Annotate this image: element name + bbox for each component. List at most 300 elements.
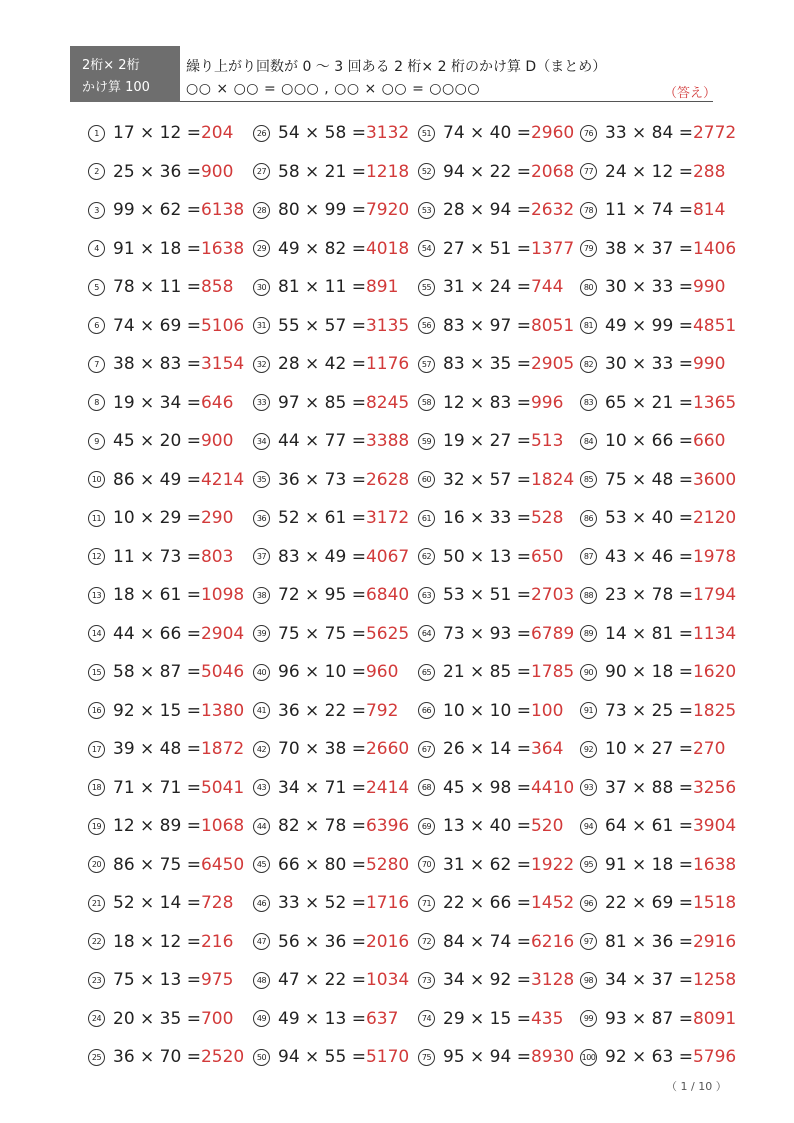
- problem-answer: 270: [692, 739, 726, 759]
- problem-expression: 37 × 88 =: [605, 777, 693, 798]
- problem-number: 71: [418, 895, 435, 912]
- problem-number: 99: [580, 1010, 597, 1027]
- problem-item: [580, 274, 725, 300]
- problem-expression: 73 × 25 =: [605, 700, 693, 721]
- problem-number: 92: [580, 741, 597, 758]
- problem-expression: 28 × 42 =: [278, 354, 366, 374]
- problem-expression: 38 × 37 =: [605, 238, 693, 259]
- problem-number: 5: [88, 279, 105, 296]
- problem-answer: 1176: [365, 354, 410, 374]
- problem-answer: 1638: [200, 238, 245, 259]
- problem-item: [580, 813, 736, 839]
- problem-expression: 55 × 57 =: [278, 315, 366, 336]
- problem-answer: 6840: [365, 585, 410, 605]
- problem-number: 94: [580, 818, 597, 835]
- problem-item: [580, 313, 736, 339]
- problem-answer: 4851: [692, 315, 737, 336]
- problem-expression: 39 × 48 =: [113, 739, 201, 759]
- problem-answer: 3256: [692, 777, 737, 798]
- problem-expression: 80 × 99 =: [278, 200, 366, 220]
- problem-item: [418, 852, 574, 878]
- problem-answer: 3154: [200, 354, 245, 374]
- problem-number: 86: [580, 510, 597, 527]
- problem-expression: 75 × 48 =: [605, 469, 693, 490]
- problem-number: 50: [253, 1049, 270, 1066]
- problem-expression: 22 × 66 =: [443, 893, 531, 913]
- problem-expression: 30 × 33 =: [605, 354, 693, 374]
- problem-expression: 12 × 83 =: [443, 392, 531, 413]
- problem-item: [418, 736, 563, 762]
- problem-item: [88, 544, 233, 570]
- problem-expression: 72 × 95 =: [278, 585, 366, 605]
- problem-item: [418, 467, 574, 493]
- problem-item: [88, 390, 233, 416]
- problem-number: 16: [88, 702, 105, 719]
- problem-number: 88: [580, 587, 597, 604]
- problem-number: 93: [580, 779, 597, 796]
- problem-expression: 45 × 20 =: [113, 431, 201, 451]
- problem-expression: 38 × 83 =: [113, 354, 201, 374]
- problem-number: 4: [88, 240, 105, 257]
- problem-answer: 637: [365, 1008, 399, 1029]
- problem-item: [418, 197, 574, 223]
- problem-number: 80: [580, 279, 597, 296]
- problem-answer: 1794: [692, 585, 737, 605]
- problem-answer: 1716: [365, 893, 410, 913]
- problem-answer: 803: [200, 546, 234, 567]
- problem-item: [88, 890, 233, 916]
- problem-number: 89: [580, 625, 597, 642]
- problem-item: [253, 621, 409, 647]
- problem-item: [88, 813, 244, 839]
- problem-number: 90: [580, 664, 597, 681]
- problem-item: [253, 351, 409, 377]
- problem-answer: 858: [200, 277, 234, 297]
- problem-number: 44: [253, 818, 270, 835]
- problem-answer: 2068: [530, 161, 575, 182]
- problem-number: 42: [253, 741, 270, 758]
- problem-item: [580, 929, 736, 955]
- problem-number: 83: [580, 394, 597, 411]
- problem-answer: 4214: [200, 469, 245, 490]
- problem-item: [580, 852, 736, 878]
- problem-expression: 34 × 71 =: [278, 777, 366, 798]
- problem-item: [580, 428, 725, 454]
- problem-expression: 30 × 33 =: [605, 277, 693, 297]
- header-divider: [180, 101, 713, 102]
- problem-number: 57: [418, 356, 435, 373]
- problem-answer: 528: [530, 508, 564, 528]
- problem-number: 47: [253, 933, 270, 950]
- problem-answer: 975: [200, 970, 234, 990]
- problem-number: 100: [580, 1049, 597, 1066]
- problem-item: [418, 544, 563, 570]
- problem-answer: 744: [530, 277, 564, 297]
- problem-expression: 21 × 85 =: [443, 662, 531, 682]
- problem-number: 60: [418, 471, 435, 488]
- problem-number: 17: [88, 741, 105, 758]
- problem-number: 81: [580, 317, 597, 334]
- problem-number: 73: [418, 972, 435, 989]
- problem-expression: 74 × 40 =: [443, 123, 531, 143]
- problem-number: 84: [580, 433, 597, 450]
- problem-expression: 96 × 10 =: [278, 662, 366, 682]
- problem-expression: 53 × 40 =: [605, 508, 693, 528]
- problem-answer: 5625: [365, 623, 410, 644]
- problem-expression: 50 × 13 =: [443, 546, 531, 567]
- problem-number: 15: [88, 664, 105, 681]
- problem-item: [418, 274, 563, 300]
- problem-expression: 44 × 66 =: [113, 623, 201, 644]
- problem-answer: 3135: [365, 315, 410, 336]
- problem-item: [418, 428, 563, 454]
- problem-expression: 22 × 69 =: [605, 893, 693, 913]
- problem-number: 31: [253, 317, 270, 334]
- problem-item: [418, 1006, 563, 1032]
- problem-expression: 18 × 61 =: [113, 585, 201, 605]
- problem-answer: 1518: [692, 893, 737, 913]
- problem-number: 53: [418, 202, 435, 219]
- problem-item: [88, 736, 244, 762]
- problem-item: [88, 274, 233, 300]
- problem-item: [253, 274, 398, 300]
- problem-answer: 1034: [365, 970, 410, 990]
- problem-number: 23: [88, 972, 105, 989]
- problem-answer: 2904: [200, 623, 245, 644]
- problem-answer: 990: [692, 277, 726, 297]
- problem-answer: 3128: [530, 970, 575, 990]
- problem-answer: 900: [200, 161, 234, 182]
- problem-number: 69: [418, 818, 435, 835]
- problem-number: 22: [88, 933, 105, 950]
- problem-item: [253, 698, 398, 724]
- problem-number: 36: [253, 510, 270, 527]
- problem-expression: 94 × 22 =: [443, 161, 531, 182]
- problem-number: 45: [253, 856, 270, 873]
- problem-answer: 2703: [530, 585, 575, 605]
- problem-expression: 81 × 11 =: [278, 277, 366, 297]
- problem-answer: 1825: [692, 700, 737, 721]
- problem-expression: 31 × 62 =: [443, 854, 531, 875]
- problem-answer: 1872: [200, 739, 245, 759]
- problem-item: [253, 967, 409, 993]
- problem-number: 61: [418, 510, 435, 527]
- problem-expression: 17 × 12 =: [113, 123, 201, 143]
- problem-number: 18: [88, 779, 105, 796]
- problem-expression: 11 × 73 =: [113, 546, 201, 567]
- problem-answer: 2960: [530, 123, 575, 143]
- worksheet-title: 繰り上がり回数が 0 ～ 3 回ある 2 桁× 2 桁のかけ算 D（まとめ）: [186, 59, 607, 75]
- problem-number: 34: [253, 433, 270, 450]
- problem-expression: 99 × 62 =: [113, 200, 201, 220]
- problem-item: [88, 467, 244, 493]
- problem-number: 46: [253, 895, 270, 912]
- problem-number: 2: [88, 163, 105, 180]
- problem-item: [253, 775, 409, 801]
- problem-item: [418, 813, 563, 839]
- problem-answer: 660: [692, 431, 726, 451]
- problem-answer: 1258: [692, 970, 737, 990]
- problem-expression: 34 × 37 =: [605, 970, 693, 990]
- problem-expression: 64 × 61 =: [605, 816, 693, 836]
- problem-number: 25: [88, 1049, 105, 1066]
- problem-answer: 1406: [692, 238, 737, 259]
- problem-expression: 20 × 35 =: [113, 1008, 201, 1029]
- problem-item: [580, 582, 736, 608]
- problem-item: [253, 390, 409, 416]
- problem-item: [418, 967, 574, 993]
- problem-number: 56: [418, 317, 435, 334]
- problem-number: 11: [88, 510, 105, 527]
- problem-expression: 74 × 69 =: [113, 315, 201, 336]
- problem-number: 35: [253, 471, 270, 488]
- problem-item: [580, 120, 736, 146]
- problem-answer: 1922: [530, 854, 575, 875]
- problem-answer: 2660: [365, 739, 410, 759]
- problem-item: [88, 659, 244, 685]
- problem-expression: 78 × 11 =: [113, 277, 201, 297]
- problem-item: [88, 351, 244, 377]
- problem-answer: 1620: [692, 662, 737, 682]
- problem-expression: 86 × 49 =: [113, 469, 201, 490]
- problem-item: [580, 890, 736, 916]
- problem-item: [88, 1044, 244, 1070]
- problem-item: [88, 505, 233, 531]
- problem-expression: 19 × 34 =: [113, 392, 201, 413]
- problem-expression: 70 × 38 =: [278, 739, 366, 759]
- problem-expression: 52 × 14 =: [113, 893, 201, 913]
- problem-number: 82: [580, 356, 597, 373]
- problem-number: 54: [418, 240, 435, 257]
- problem-answer: 1098: [200, 585, 245, 605]
- problem-expression: 34 × 92 =: [443, 970, 531, 990]
- problem-item: [418, 351, 574, 377]
- problem-answer: 700: [200, 1008, 234, 1029]
- problem-answer: 5280: [365, 854, 410, 875]
- problem-number: 29: [253, 240, 270, 257]
- problem-item: [253, 428, 409, 454]
- problem-expression: 83 × 35 =: [443, 354, 531, 374]
- problem-answer: 2628: [365, 469, 410, 490]
- problem-number: 38: [253, 587, 270, 604]
- problem-item: [88, 159, 233, 185]
- problem-answer: 1638: [692, 854, 737, 875]
- problem-number: 12: [88, 548, 105, 565]
- problem-expression: 91 × 18 =: [605, 854, 693, 875]
- problem-number: 40: [253, 664, 270, 681]
- problem-answer: 1068: [200, 816, 245, 836]
- problem-number: 8: [88, 394, 105, 411]
- problem-expression: 43 × 46 =: [605, 546, 693, 567]
- problem-number: 65: [418, 664, 435, 681]
- problem-expression: 90 × 18 =: [605, 662, 693, 682]
- problem-item: [88, 1006, 233, 1032]
- problem-answer: 2016: [365, 931, 410, 952]
- problem-number: 7: [88, 356, 105, 373]
- problem-answer: 364: [530, 739, 564, 759]
- problem-expression: 52 × 61 =: [278, 508, 366, 528]
- problem-answer: 8930: [530, 1047, 575, 1067]
- problem-number: 32: [253, 356, 270, 373]
- problem-answer: 6396: [365, 816, 410, 836]
- problem-item: [88, 967, 233, 993]
- problem-answer: 3388: [365, 431, 410, 451]
- problem-item: [253, 505, 409, 531]
- problem-item: [253, 236, 409, 262]
- problem-item: [418, 1044, 574, 1070]
- problem-number: 78: [580, 202, 597, 219]
- problem-answer: 204: [200, 123, 234, 143]
- problem-answer: 891: [365, 277, 399, 297]
- problem-expression: 58 × 21 =: [278, 161, 366, 182]
- problem-expression: 54 × 58 =: [278, 123, 366, 143]
- problem-number: 63: [418, 587, 435, 604]
- problem-number: 21: [88, 895, 105, 912]
- problem-answer: 435: [530, 1008, 564, 1029]
- problem-expression: 36 × 70 =: [113, 1047, 201, 1067]
- problem-expression: 26 × 14 =: [443, 739, 531, 759]
- problem-number: 74: [418, 1010, 435, 1027]
- problem-answer: 900: [200, 431, 234, 451]
- problem-number: 77: [580, 163, 597, 180]
- problem-expression: 53 × 51 =: [443, 585, 531, 605]
- problem-number: 96: [580, 895, 597, 912]
- problem-expression: 75 × 75 =: [278, 623, 366, 644]
- problem-item: [88, 929, 233, 955]
- problem-answer: 646: [200, 392, 234, 413]
- problem-answer: 5046: [200, 662, 245, 682]
- problem-item: [253, 659, 398, 685]
- problem-expression: 66 × 80 =: [278, 854, 366, 875]
- problem-expression: 10 × 10 =: [443, 700, 531, 721]
- problem-number: 55: [418, 279, 435, 296]
- problem-item: [88, 236, 244, 262]
- problem-number: 37: [253, 548, 270, 565]
- problem-answer: 3172: [365, 508, 410, 528]
- problem-item: [580, 351, 725, 377]
- problem-expression: 24 × 12 =: [605, 161, 693, 182]
- problem-answer: 792: [365, 700, 399, 721]
- problem-number: 49: [253, 1010, 270, 1027]
- problem-expression: 49 × 13 =: [278, 1008, 366, 1029]
- problem-answer: 2520: [200, 1047, 245, 1067]
- answer-label: （答え）: [664, 86, 717, 101]
- problem-item: [580, 1006, 736, 1032]
- problem-expression: 25 × 36 =: [113, 161, 201, 182]
- problem-expression: 49 × 99 =: [605, 315, 693, 336]
- problem-number: 10: [88, 471, 105, 488]
- problem-answer: 1365: [692, 392, 737, 413]
- problem-answer: 3132: [365, 123, 410, 143]
- problem-number: 68: [418, 779, 435, 796]
- problem-number: 14: [88, 625, 105, 642]
- problem-number: 24: [88, 1010, 105, 1027]
- problem-answer: 1978: [692, 546, 737, 567]
- problem-answer: 6450: [200, 854, 245, 875]
- problem-number: 91: [580, 702, 597, 719]
- problem-item: [580, 236, 736, 262]
- problem-answer: 996: [530, 392, 564, 413]
- problem-expression: 49 × 82 =: [278, 238, 366, 259]
- problem-item: [580, 390, 736, 416]
- problem-number: 6: [88, 317, 105, 334]
- problem-item: [418, 698, 563, 724]
- problem-item: [253, 852, 409, 878]
- problem-answer: 8051: [530, 315, 575, 336]
- problem-answer: 6789: [530, 623, 575, 644]
- problem-expression: 84 × 74 =: [443, 931, 531, 952]
- problem-expression: 83 × 49 =: [278, 546, 366, 567]
- problem-expression: 29 × 15 =: [443, 1008, 531, 1029]
- problem-pattern: ○○ × ○○ = ○○○ , ○○ × ○○ = ○○○○: [186, 81, 481, 97]
- problem-answer: 2905: [530, 354, 575, 374]
- problem-answer: 216: [200, 931, 234, 952]
- problem-answer: 2916: [692, 931, 737, 952]
- problem-item: [418, 659, 574, 685]
- problem-answer: 2772: [692, 123, 737, 143]
- problem-expression: 31 × 24 =: [443, 277, 531, 297]
- problem-expression: 33 × 52 =: [278, 893, 366, 913]
- page-number: （ 1 / 10 ）: [666, 1080, 727, 1093]
- problem-item: [253, 159, 409, 185]
- problem-item: [418, 582, 574, 608]
- problem-item: [580, 1044, 736, 1070]
- problem-answer: 1785: [530, 662, 575, 682]
- problem-answer: 2632: [530, 200, 575, 220]
- problem-item: [253, 544, 409, 570]
- problem-answer: 1134: [692, 623, 737, 644]
- problem-answer: 4067: [365, 546, 410, 567]
- badge-line-1: 2桁× 2桁: [82, 58, 140, 73]
- problem-item: [580, 659, 736, 685]
- problem-expression: 18 × 12 =: [113, 931, 201, 952]
- problem-item: [88, 621, 244, 647]
- problem-number: 43: [253, 779, 270, 796]
- problem-expression: 91 × 18 =: [113, 238, 201, 259]
- problem-item: [580, 736, 725, 762]
- problem-number: 66: [418, 702, 435, 719]
- problem-number: 20: [88, 856, 105, 873]
- problem-item: [88, 852, 244, 878]
- problem-item: [253, 313, 409, 339]
- problem-item: [580, 698, 736, 724]
- problem-expression: 94 × 55 =: [278, 1047, 366, 1067]
- problem-number: 26: [253, 125, 270, 142]
- problem-answer: 960: [365, 662, 399, 682]
- problem-answer: 290: [200, 508, 234, 528]
- problem-item: [418, 390, 563, 416]
- problem-item: [580, 159, 725, 185]
- problem-number: 19: [88, 818, 105, 835]
- problem-number: 33: [253, 394, 270, 411]
- problem-expression: 95 × 94 =: [443, 1047, 531, 1067]
- problem-number: 13: [88, 587, 105, 604]
- problem-item: [253, 813, 409, 839]
- problem-answer: 2414: [365, 777, 410, 798]
- problem-number: 64: [418, 625, 435, 642]
- problem-item: [418, 890, 574, 916]
- problem-number: 41: [253, 702, 270, 719]
- problem-item: [418, 775, 574, 801]
- problem-item: [88, 313, 244, 339]
- problem-number: 9: [88, 433, 105, 450]
- problem-number: 58: [418, 394, 435, 411]
- problem-expression: 92 × 15 =: [113, 700, 201, 721]
- problem-item: [418, 236, 574, 262]
- problem-expression: 12 × 89 =: [113, 816, 201, 836]
- problem-number: 59: [418, 433, 435, 450]
- problem-expression: 81 × 36 =: [605, 931, 693, 952]
